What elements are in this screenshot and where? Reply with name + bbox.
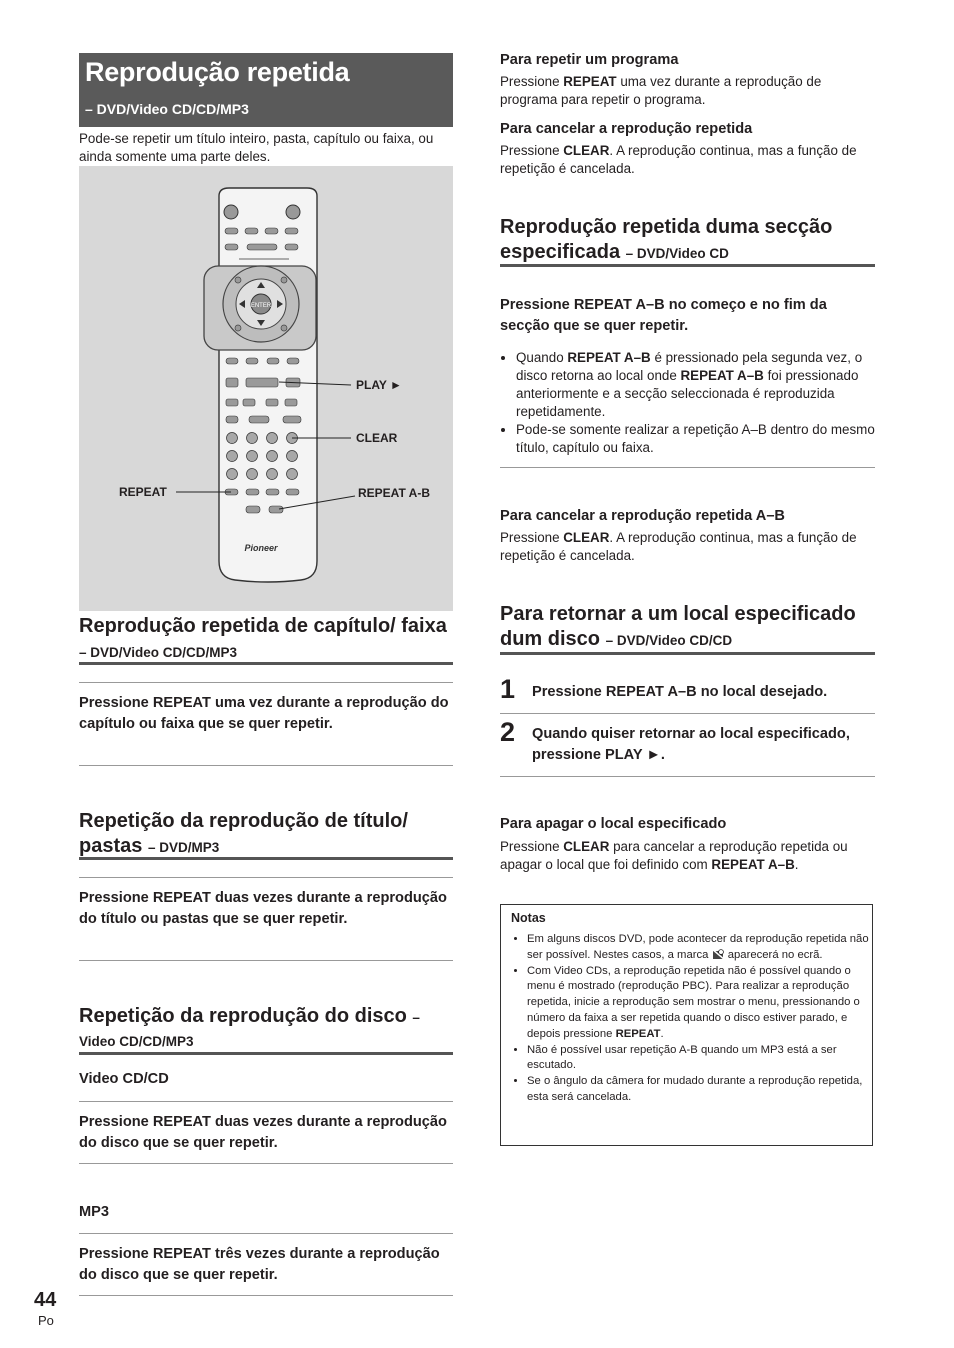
divider bbox=[500, 776, 875, 777]
disc-repeat-tag: Video CD/CD/MP3 bbox=[79, 1034, 194, 1049]
page-number: 44 bbox=[34, 1289, 57, 1311]
divider bbox=[79, 1163, 453, 1164]
mp3-instruction: Pressione REPEAT três vezes durante a reprodução do disco que se quer repetir. bbox=[79, 1246, 440, 1283]
intro-text: Pode-se repetir um título inteiro, pasta, capítulo ou faixa, ou ainda somente uma parte deles. bbox=[79, 131, 434, 164]
page-header bbox=[79, 53, 453, 127]
notes-heading: Notas bbox=[511, 911, 546, 925]
language-code: Po bbox=[38, 1313, 54, 1328]
divider bbox=[79, 1295, 453, 1296]
divider bbox=[500, 264, 875, 267]
divider bbox=[500, 467, 875, 468]
mp3-label: MP3 bbox=[79, 1204, 110, 1220]
divider bbox=[79, 1052, 453, 1055]
divider bbox=[500, 652, 875, 655]
erase-heading: Para apagar o local especificado bbox=[500, 816, 727, 832]
divider bbox=[79, 662, 453, 665]
divider bbox=[500, 713, 875, 714]
divider bbox=[79, 1233, 453, 1234]
list-item: • Não é possível usar repetição A-B quando um MP3 está a ser escutado. bbox=[527, 1043, 879, 1075]
callout-clear: CLEAR bbox=[356, 431, 398, 445]
notes-box bbox=[500, 904, 873, 1146]
cancel-ab-heading: Para cancelar a reprodução repetida A–B bbox=[500, 508, 785, 524]
cancel-ab-text: Pressione CLEAR. A reprodução continua, mas a função de repetição é cancelada. bbox=[500, 530, 857, 563]
step-1-text: Pressione REPEAT A–B no local desejado. bbox=[532, 684, 828, 700]
list-item: • Quando REPEAT A–B é pressionado pela segunda vez, o disco retorna ao local onde REPEAT A–B foi pressionado anteriormente e a secção seleccionada é reproduzida repetidamente. bbox=[516, 349, 891, 421]
erase-text: Pressione CLEAR para cancelar a reprodução repetida ou apagar o local que foi definido com REPEAT A–B. bbox=[500, 839, 848, 872]
page-subtitle: – DVD/Video CD/CD/MP3 bbox=[85, 101, 249, 117]
section-ab-title: Reprodução repetida duma secção especificada – DVD/Video CD bbox=[500, 216, 833, 263]
cancel-text: Pressione CLEAR. A reprodução continua, mas a função de repetição é cancelada. bbox=[500, 143, 857, 176]
program-heading: Para repetir um programa bbox=[500, 52, 679, 68]
section-return-title: Para retornar a um local especificado dum disco – DVD/Video CD/CD bbox=[500, 603, 856, 650]
step-2-number: 2 bbox=[500, 717, 516, 747]
section-title-repeat-title: Repetição da reprodução de título/ pastas – DVD/MP3 bbox=[79, 810, 408, 857]
step-1-number: 1 bbox=[500, 674, 516, 704]
callout-repeat: REPEAT bbox=[119, 485, 167, 499]
page-title: Reprodução repetida bbox=[85, 57, 350, 87]
list-item: • Em alguns discos DVD, pode acontecer da reprodução repetida não ser possível. Nestes casos, a marca aparecerá no ecrã. bbox=[527, 932, 879, 964]
divider bbox=[79, 960, 453, 961]
ab-bullets bbox=[500, 349, 891, 457]
list-item: • Se o ângulo da câmera for mudado durante a reprodução repetida, esta será cancelada. bbox=[527, 1074, 879, 1106]
divider bbox=[79, 857, 453, 860]
section-chapter-title: Reprodução repetida de capítulo/ faixa – DVD/Video CD/CD/MP3 bbox=[79, 615, 447, 660]
prohibit-icon bbox=[712, 949, 725, 960]
notes-list bbox=[512, 932, 879, 1106]
vcd-instruction: Pressione REPEAT duas vezes durante a reprodução do disco que se quer repetir. bbox=[79, 1114, 447, 1151]
list-item: • Pode-se somente realizar a repetição A–B dentro do mesmo título, capítulo ou faixa. bbox=[516, 421, 891, 457]
divider bbox=[79, 1101, 453, 1102]
program-text: Pressione REPEAT uma vez durante a reprodução de programa para repetir o programa. bbox=[500, 74, 822, 107]
callout-play: PLAY ► bbox=[356, 378, 402, 392]
chapter-instruction: Pressione REPEAT uma vez durante a reprodução do capítulo ou faixa que se quer repetir. bbox=[79, 695, 449, 732]
section-disc-repeat-title: Repetição da reprodução do disco – bbox=[79, 1005, 420, 1027]
callout-repeat-ab: REPEAT A-B bbox=[358, 486, 430, 500]
list-item: • Com Video CDs, a reprodução repetida não é possível quando o menu é mostrado (reprodução PBC). Para realizar a reprodução repetida, inicie a reprodução sem mostrar o menu, pressionando o número da faixa a ser repetida quando o disco estiver parado, e depois pressione REPEAT. bbox=[527, 964, 879, 1043]
cancel-heading: Para cancelar a reprodução repetida bbox=[500, 121, 753, 137]
enter-label: ENTER bbox=[250, 303, 272, 309]
ab-instruction: Pressione REPEAT A–B no começo e no fim da secção que se quer repetir. bbox=[500, 297, 827, 334]
remote-figure bbox=[79, 166, 453, 611]
title-repeat-instruction: Pressione REPEAT duas vezes durante a reprodução do título ou pastas que se quer repetir. bbox=[79, 890, 447, 927]
divider bbox=[79, 877, 453, 878]
step-2-text: Quando quiser retornar ao local especificado, pressione PLAY ►. bbox=[532, 726, 850, 763]
divider bbox=[79, 682, 453, 683]
vcd-label: Video CD/CD bbox=[79, 1071, 169, 1087]
brand-logo: Pioneer bbox=[244, 543, 278, 553]
divider bbox=[79, 765, 453, 766]
